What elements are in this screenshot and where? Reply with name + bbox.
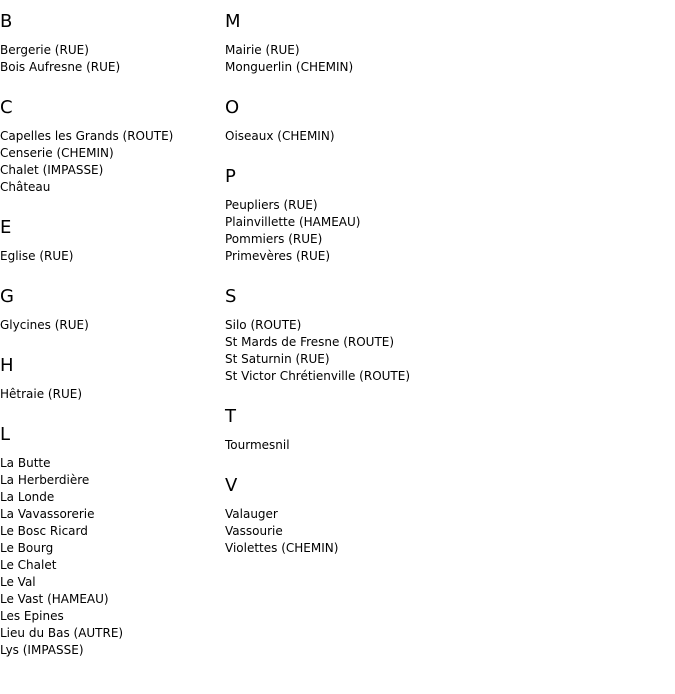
section-letter: G bbox=[0, 286, 14, 307]
street-list bbox=[0, 455, 225, 659]
street-list bbox=[0, 317, 225, 334]
street-item[interactable]: Lys (IMPASSE) bbox=[0, 643, 84, 657]
street-item[interactable]: Monguerlin (CHEMIN) bbox=[225, 60, 354, 74]
section-letter: V bbox=[225, 475, 238, 496]
street-item[interactable]: Le Bourg bbox=[0, 541, 54, 555]
street-item[interactable]: Le Vast (HAMEAU) bbox=[0, 592, 109, 606]
street-item[interactable]: Tourmesnil bbox=[225, 438, 290, 452]
street-item[interactable]: Bergerie (RUE) bbox=[0, 43, 89, 57]
street-item[interactable]: Le Val bbox=[0, 575, 36, 589]
letter-section-c bbox=[0, 97, 225, 196]
street-item[interactable]: St Mards de Fresne (ROUTE) bbox=[225, 335, 395, 349]
street-list bbox=[225, 42, 525, 76]
left-column bbox=[0, 0, 225, 659]
street-list bbox=[225, 437, 525, 454]
street-list bbox=[225, 197, 525, 265]
right-column bbox=[225, 0, 525, 557]
street-item[interactable]: Plainvillette (HAMEAU) bbox=[225, 215, 361, 229]
street-item[interactable]: Les Epines bbox=[0, 609, 64, 623]
section-letter: M bbox=[225, 11, 241, 32]
street-item[interactable]: Bois Aufresne (RUE) bbox=[0, 60, 121, 74]
section-letter: L bbox=[0, 424, 11, 445]
street-item[interactable]: Lieu du Bas (AUTRE) bbox=[0, 626, 124, 640]
street-item[interactable]: La Londe bbox=[0, 490, 55, 504]
letter-section-s bbox=[225, 286, 525, 385]
letter-section-e bbox=[0, 217, 225, 265]
street-item[interactable]: Oiseaux (CHEMIN) bbox=[225, 129, 335, 143]
letter-section-m bbox=[225, 11, 525, 76]
letter-section-p bbox=[225, 166, 525, 265]
section-letter: E bbox=[0, 217, 12, 238]
street-list bbox=[0, 128, 225, 196]
street-item[interactable]: Château bbox=[0, 180, 51, 194]
street-list bbox=[0, 248, 225, 265]
street-item[interactable]: Vassourie bbox=[225, 524, 283, 538]
street-list bbox=[225, 317, 525, 385]
letter-section-o bbox=[225, 97, 525, 145]
street-item[interactable]: Valauger bbox=[225, 507, 278, 521]
letter-section-h bbox=[0, 355, 225, 403]
street-list bbox=[225, 506, 525, 557]
street-item[interactable]: La Butte bbox=[0, 456, 51, 470]
street-item[interactable]: Pommiers (RUE) bbox=[225, 232, 323, 246]
letter-section-g bbox=[0, 286, 225, 334]
street-item[interactable]: La Vavassorerie bbox=[0, 507, 95, 521]
section-letter: S bbox=[225, 286, 237, 307]
street-item[interactable]: Le Bosc Ricard bbox=[0, 524, 88, 538]
street-item[interactable]: Mairie (RUE) bbox=[225, 43, 300, 57]
street-item[interactable]: Eglise (RUE) bbox=[0, 249, 74, 263]
street-list bbox=[225, 128, 525, 145]
street-item[interactable]: Silo (ROUTE) bbox=[225, 318, 302, 332]
section-letter: C bbox=[0, 97, 13, 118]
letter-section-t bbox=[225, 406, 525, 454]
street-item[interactable]: St Saturnin (RUE) bbox=[225, 352, 330, 366]
street-item[interactable]: Chalet (IMPASSE) bbox=[0, 163, 104, 177]
letter-section-v bbox=[225, 475, 525, 557]
letter-section-b bbox=[0, 11, 225, 76]
street-item[interactable]: Violettes (CHEMIN) bbox=[225, 541, 339, 555]
section-letter: P bbox=[225, 166, 236, 187]
street-item[interactable]: Censerie (CHEMIN) bbox=[0, 146, 114, 160]
street-item[interactable]: Glycines (RUE) bbox=[0, 318, 89, 332]
street-list bbox=[0, 42, 225, 76]
street-item[interactable]: St Victor Chrétienville (ROUTE) bbox=[225, 369, 411, 383]
street-item[interactable]: Peupliers (RUE) bbox=[225, 198, 318, 212]
street-list bbox=[0, 386, 225, 403]
section-letter: H bbox=[0, 355, 14, 376]
street-item[interactable]: La Herberdière bbox=[0, 473, 90, 487]
street-item[interactable]: Primevères (RUE) bbox=[225, 249, 331, 263]
street-item[interactable]: Capelles les Grands (ROUTE) bbox=[0, 129, 174, 143]
section-letter: B bbox=[0, 11, 13, 32]
section-letter: O bbox=[225, 97, 240, 118]
street-item[interactable]: Hêtraie (RUE) bbox=[0, 387, 82, 401]
section-letter: T bbox=[225, 406, 236, 427]
letter-section-l bbox=[0, 424, 225, 659]
street-item[interactable]: Le Chalet bbox=[0, 558, 57, 572]
